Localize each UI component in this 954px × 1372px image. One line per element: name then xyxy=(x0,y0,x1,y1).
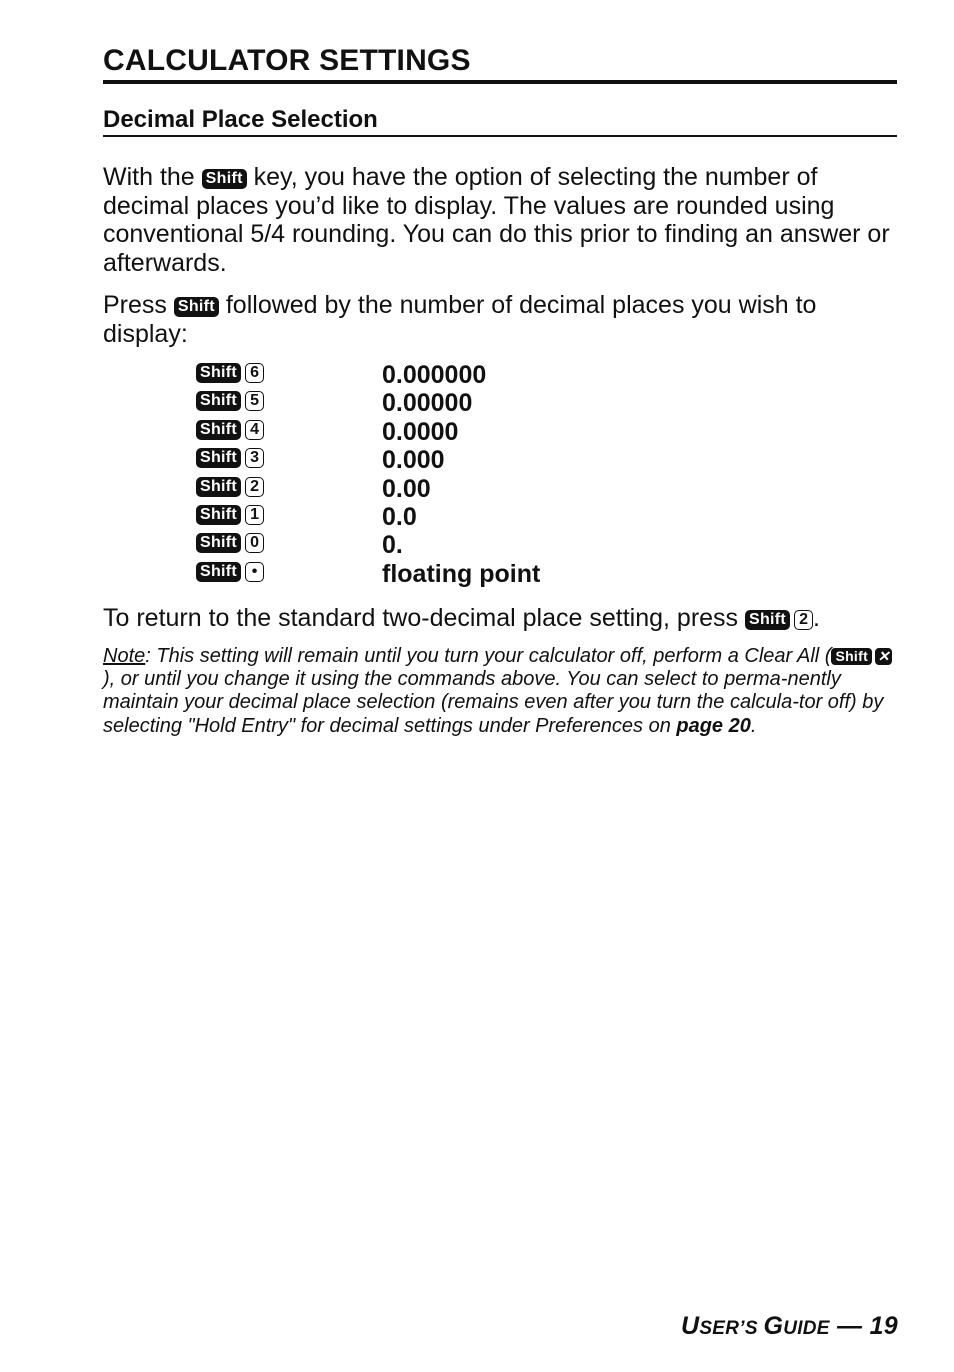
page-title: CALCULATOR SETTINGS xyxy=(103,44,897,84)
footer-ser: SER’S xyxy=(699,1318,764,1339)
settings-row xyxy=(196,361,696,389)
display-value: floating point xyxy=(382,559,541,588)
key-sequence xyxy=(196,505,264,526)
page-reference: page 20 xyxy=(676,714,751,737)
display-value: 0.00 xyxy=(382,474,431,503)
return-text: To return to the standard two-decimal place setting, press xyxy=(103,604,739,632)
display-value: 0.000 xyxy=(382,446,445,475)
note-text-1: : This setting will remain until you turn your calculator off, perform a Clear All ( xyxy=(145,645,832,667)
press-paragraph xyxy=(103,291,903,348)
key-sequence xyxy=(196,363,264,384)
key-sequence xyxy=(196,477,264,498)
display-value: 0. xyxy=(382,531,403,560)
note-label: Note xyxy=(103,645,146,667)
note-end: . xyxy=(750,714,757,737)
shift-key-icon: Shift xyxy=(196,562,241,582)
shift-key-icon: Shift xyxy=(196,448,241,468)
return-paragraph xyxy=(103,604,903,633)
settings-row xyxy=(196,389,696,417)
settings-row xyxy=(196,503,696,531)
shift-key-icon: Shift xyxy=(196,477,241,497)
shift-key-icon: Shift xyxy=(745,610,790,630)
display-value: 0.000000 xyxy=(382,361,487,389)
digit-key-icon: 4 xyxy=(245,420,264,440)
intro-text-after: key, you have the option of selecting the number of decimal places you’d like to display. The values are rounded using conventional 5/4 rounding. You can do this prior to finding an answer or afterwards. xyxy=(103,163,890,278)
section-heading: Decimal Place Selection xyxy=(103,106,897,137)
page-number: — 19 xyxy=(829,1312,898,1340)
shift-key-icon: Shift xyxy=(196,505,241,525)
shift-key-icon: Shift xyxy=(196,391,241,411)
footer-g: G xyxy=(763,1312,784,1340)
decimal-point-key-icon: • xyxy=(245,562,264,582)
digit-key-icon: 2 xyxy=(245,477,264,497)
intro-text-before: With the xyxy=(103,163,195,191)
key-sequence xyxy=(196,562,264,583)
intro-paragraph xyxy=(103,163,903,278)
shift-key-icon: Shift xyxy=(202,169,247,189)
page-footer xyxy=(681,1312,898,1341)
shift-key-icon: Shift xyxy=(174,297,219,317)
shift-key-icon: Shift xyxy=(831,648,872,665)
note-paragraph xyxy=(103,645,903,738)
settings-row xyxy=(196,475,696,503)
clear-all-key-icon: ✕ xyxy=(875,648,892,665)
press-text-after: followed by the number of decimal places you wish to display: xyxy=(103,291,817,348)
digit-key-icon: 5 xyxy=(245,391,264,411)
return-period: . xyxy=(813,604,820,632)
footer-uide: UIDE xyxy=(783,1318,830,1339)
footer-u: U xyxy=(680,1312,700,1340)
key-sequence xyxy=(196,533,264,554)
shift-key-icon: Shift xyxy=(196,363,241,383)
settings-row xyxy=(196,531,696,559)
settings-row xyxy=(196,446,696,474)
digit-key-icon: 1 xyxy=(245,505,264,525)
key-sequence xyxy=(196,391,264,412)
digit-key-icon: 6 xyxy=(245,363,264,383)
key-sequence xyxy=(196,448,264,469)
press-text-before: Press xyxy=(103,291,167,319)
shift-key-icon: Shift xyxy=(196,420,241,440)
settings-row xyxy=(196,560,696,588)
shift-key-icon: Shift xyxy=(196,533,241,553)
decimal-settings-table xyxy=(196,361,696,588)
key-sequence xyxy=(196,420,264,441)
display-value: 0.00000 xyxy=(382,389,473,418)
digit-key-icon: 2 xyxy=(794,610,813,630)
display-value: 0.0000 xyxy=(382,417,459,446)
display-value: 0.0 xyxy=(382,502,417,531)
note-text-2: ), or until you change it using the commands above. You can select to perma-nently maintain your decimal place selection (remains even after you turn the calcula-tor off) by selecting "Hold Entry" for decimal settings under Preferences on xyxy=(103,668,884,737)
digit-key-icon: 0 xyxy=(245,533,264,553)
digit-key-icon: 3 xyxy=(245,448,264,468)
settings-row xyxy=(196,418,696,446)
